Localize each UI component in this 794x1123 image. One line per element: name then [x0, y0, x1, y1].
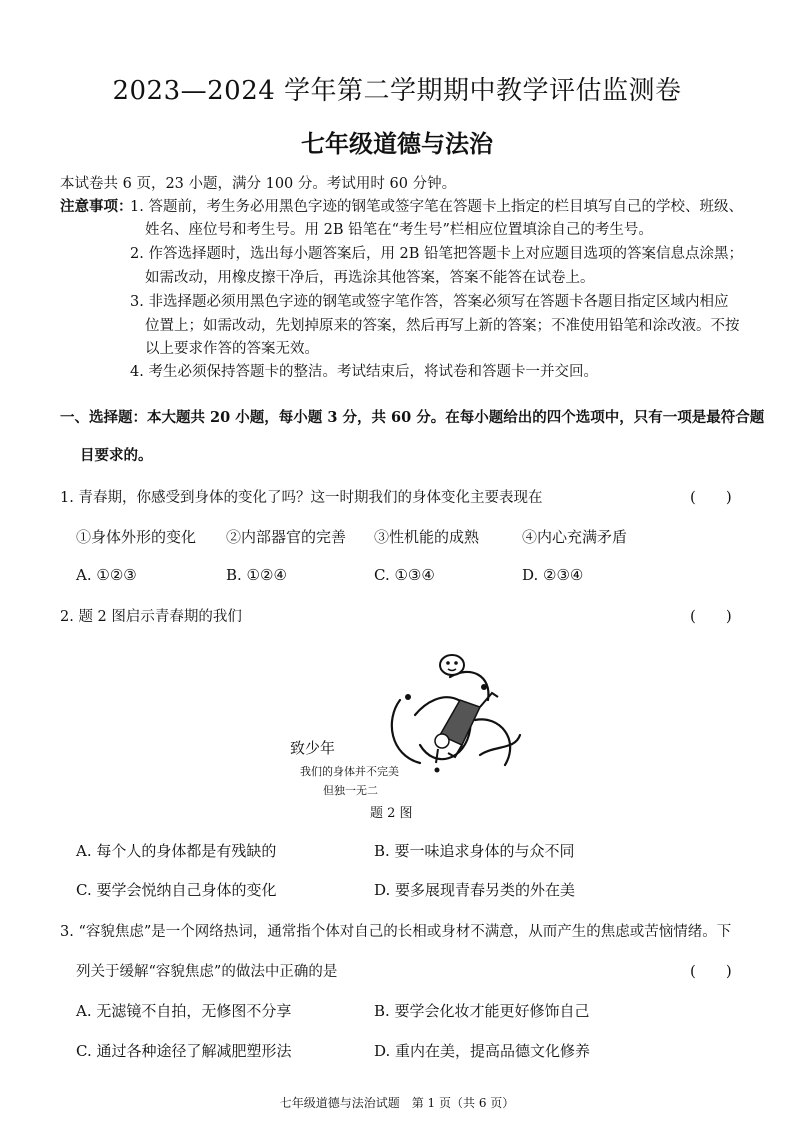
figure-line-1: 我们的身体并不完美: [300, 765, 399, 778]
q1-option-a: A. ①②③: [76, 566, 137, 584]
note-line: 以上要求作答的答案无效。: [145, 341, 319, 357]
teen-illustration: [380, 645, 530, 780]
note-line: 如需改动，用橡皮擦干净后，再选涂其他答案，答案不能答在试卷上。: [145, 270, 595, 286]
q1-item: ③性机能的成熟: [374, 528, 480, 546]
answer-paren: ( ): [690, 488, 732, 506]
question-1-stem: 1. 青春期，你感受到身体的变化了吗？这一时期我们的身体变化主要表现在: [60, 490, 543, 506]
page-footer: 七年级道德与法治试题 第 1 页（共 6 页）: [279, 1096, 515, 1110]
section-heading-cont: 目要求的。: [80, 447, 153, 464]
q2-option-a: A. 每个人的身体都是有残缺的: [76, 842, 277, 860]
q1-option-b: B. ①②④: [226, 566, 287, 584]
answer-paren: ( ): [690, 962, 732, 980]
q1-item: ④内心充满矛盾: [522, 528, 628, 546]
section-heading: 一、选择题：本大题共 20 小题，每小题 3 分，共 60 分。在每小题给出的四个选项中，只有一项是最符合题: [60, 409, 765, 426]
note-line: 姓名、座位号和考生号。用 2B 铅笔在“考生号”栏相应位置填涂自己的考生号。: [145, 222, 653, 238]
note-line: 2. 作答选择题时，选出每小题答案后，用 2B 铅笔把答题卡上对应题目选项的答案信息点涂黑；: [130, 246, 744, 262]
notes-label: 注意事项：: [60, 198, 133, 215]
q1-item: ①身体外形的变化: [76, 528, 197, 546]
q3-option-c: C. 通过各种途径了解减肥塑形法: [76, 1042, 292, 1060]
q2-option-c: C. 要学会悦纳自己身体的变化: [76, 881, 277, 899]
q3-option-a: A. 无滤镜不自拍，无修图不分享: [76, 1002, 292, 1020]
q3-option-d: D. 重内在美，提高品德文化修养: [374, 1042, 591, 1060]
exam-title: 2023—2024 学年第二学期期中教学评估监测卷: [112, 76, 682, 106]
exam-subject: 七年级道德与法治: [301, 129, 493, 158]
note-line: 4. 考生必须保持答题卡的整洁。考试结束后，将试卷和答题卡一并交回。: [130, 364, 598, 380]
intro-text: 本试卷共 6 页，23 小题，满分 100 分。考试用时 60 分钟。: [60, 176, 457, 192]
figure-heading: 致少年: [290, 739, 336, 757]
q2-option-d: D. 要多展现青春另类的外在美: [374, 881, 576, 899]
question-3-stem-cont: 列关于缓解“容貌焦虑”的做法中正确的是: [76, 964, 338, 980]
q1-item: ②内部器官的完善: [226, 528, 347, 546]
q3-option-b: B. 要学会化妆才能更好修饰自己: [374, 1002, 590, 1020]
note-line: 3. 非选择题必须用黑色字迹的钢笔或签字笔作答，答案必须写在答题卡各题目指定区域内相应: [130, 294, 729, 310]
note-line: 位置上；如需改动，先划掉原来的答案，然后再写上新的答案；不准使用铅笔和涂改液。不按: [145, 318, 740, 334]
note-line: 1. 答题前，考生务必用黑色字迹的钢笔或签字笔在答题卡上指定的栏目填写自己的学校、班级、: [130, 199, 743, 215]
question-2-stem: 2. 题 2 图启示青春期的我们: [60, 609, 242, 625]
q1-option-d: D. ②③④: [522, 566, 584, 584]
q2-option-b: B. 要一味追求身体的与众不同: [374, 842, 575, 860]
answer-paren: ( ): [690, 607, 732, 625]
q1-option-c: C. ①③④: [374, 566, 435, 584]
question-3-stem: 3. “容貌焦虑”是一个网络热词，通常指个体对自己的长相或身材不满意，从而产生的焦虑或苦恼情绪。下: [60, 924, 732, 940]
figure-caption: 题 2 图: [370, 806, 413, 821]
figure-line-2: 但独一无二: [323, 784, 378, 797]
